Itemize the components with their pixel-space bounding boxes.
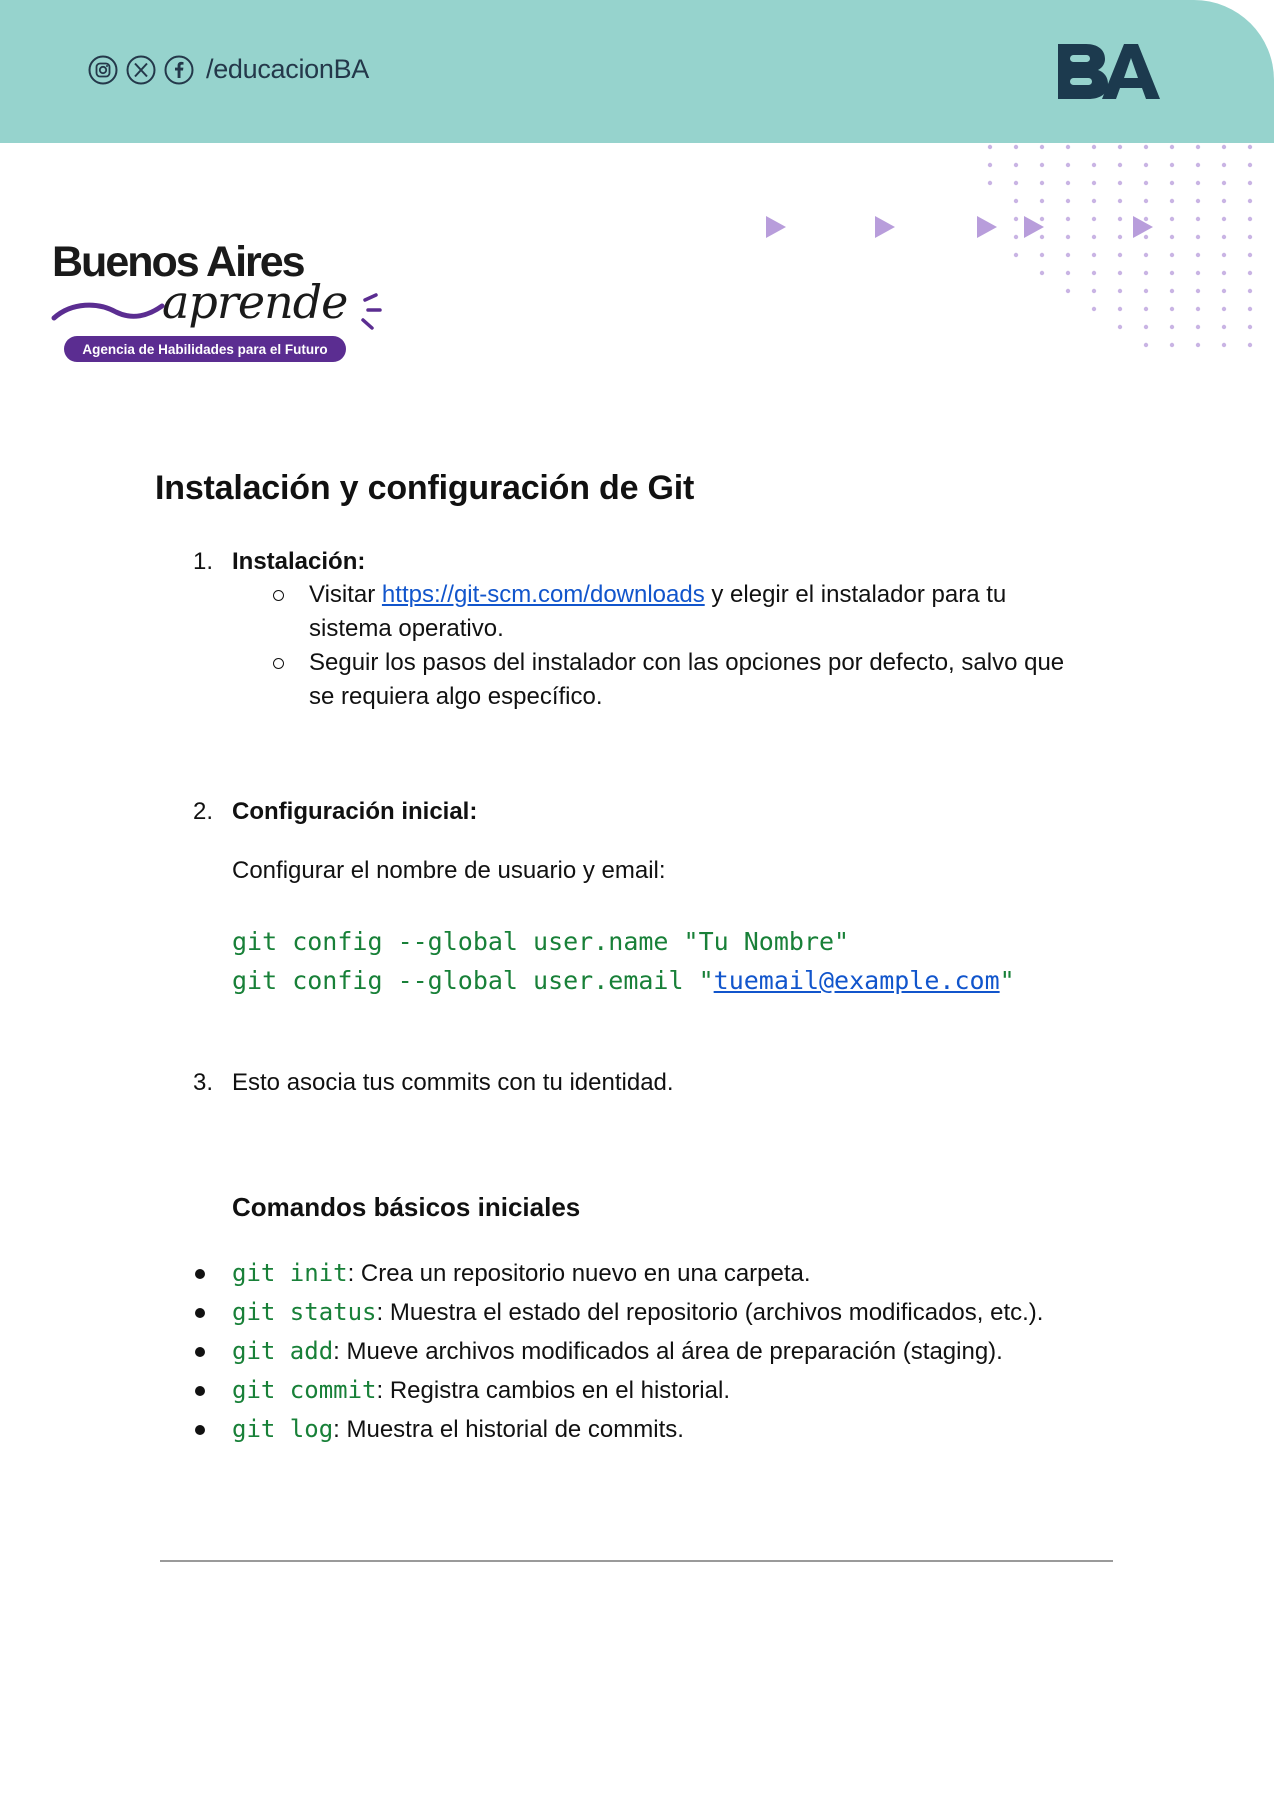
section1-bullet1-line1: Visitar https://git-scm.com/downloads y elegir el instalador para tu [309,581,1007,608]
logo-line2: aprende [162,275,348,329]
dot-grid [988,145,1252,347]
bullet-dot [195,1347,205,1357]
buenos-aires-aprende-logo [50,240,390,370]
facebook-icon[interactable] [164,55,194,85]
command-item: git status: Muestra el estado del repositorio (archivos modificados, etc.). [232,1298,1044,1326]
section2-number: 2. [193,798,214,825]
footer-divider [160,1560,1113,1562]
instagram-icon[interactable] [88,55,118,85]
x-icon[interactable] [126,55,156,85]
logo-tagline: Agencia de Habilidades para el Futuro [82,342,328,357]
social-handle[interactable]: /educacionBA [206,54,370,84]
page-title: Instalación y configuración de Git [155,469,695,507]
logo-swash [54,305,162,318]
section3-number: 3. [193,1069,214,1096]
code-line-2: git config --global user.email "tuemail@example.com" [232,966,1015,995]
command-item: git log: Muestra el historial de commits. [232,1415,684,1443]
git-downloads-link[interactable]: https://git-scm.com/downloads [381,581,705,608]
section3-text: Esto asocia tus commits con tu identidad. [232,1069,674,1096]
social-links [88,54,369,85]
circle-bullet [273,658,284,669]
ba-brand-logo [1052,40,1164,102]
command-item: git init: Crea un repositorio nuevo en una carpeta. [232,1259,811,1287]
section1-bullet1-line2: sistema operativo. [309,615,504,642]
bullet-dot [195,1308,205,1318]
logo-line1: Buenos Aires [52,240,304,286]
command-item: git commit: Registra cambios en el historial. [232,1376,730,1404]
section2-heading: Configuración inicial: [232,798,478,825]
logo-spark-icon [363,295,380,328]
commands-heading: Comandos básicos iniciales [232,1192,581,1222]
bullet-dot [195,1425,205,1435]
section1-number: 1. [193,548,214,575]
section1-bullet2-line2: se requiera algo específico. [309,683,603,710]
header-band [0,0,1274,143]
section1-heading: Instalación: [232,548,366,575]
command-item: git add: Mueve archivos modificados al área de preparación (staging). [232,1337,1003,1365]
decorative-pattern [740,140,1274,380]
circle-bullet [273,590,284,601]
section2-intro: Configurar el nombre de usuario y email: [232,857,666,884]
bullet-dot [195,1269,205,1279]
email-link[interactable]: tuemail@example.com [713,966,1000,995]
section1-bullet2-line1: Seguir los pasos del instalador con las opciones por defecto, salvo que [309,649,1065,676]
bullet-dot [195,1386,205,1396]
code-line-1: git config --global user.name "Tu Nombre" [232,927,850,956]
